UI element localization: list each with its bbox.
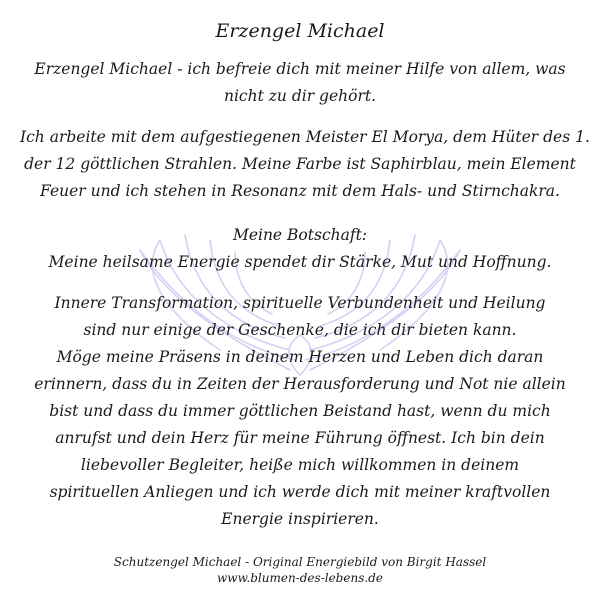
text-line: der 12 göttlichen Strahlen. Meine Farbe ist Saphirblau, mein Element (24, 155, 576, 173)
main-paragraph (20, 290, 580, 533)
text-line: Meine heilsame Energie spendet dir Stärke, Mut und Hoffnung. (48, 253, 552, 271)
description-paragraph (20, 124, 590, 205)
text-line: Energie inspirieren. (221, 510, 379, 528)
text-line: anrufst und dein Herz für meine Führung öffnest. Ich bin dein (55, 429, 545, 447)
text-line: nicht zu dir gehört. (223, 87, 377, 105)
intro-paragraph (20, 56, 580, 110)
text-line: erinnern, dass du in Zeiten der Herausforderung und Not nie allein (34, 375, 566, 393)
message-paragraph (20, 222, 580, 276)
text-line: spirituellen Anliegen und ich werde dich mit meiner kraftvollen (49, 483, 551, 501)
text-line: Innere Transformation, spirituelle Verbundenheit und Heilung (54, 294, 546, 312)
text-line: sind nur einige der Geschenke, die ich dir bieten kann. (83, 321, 517, 339)
text-line: Erzengel Michael - ich befreie dich mit meiner Hilfe von allem, was (34, 60, 566, 78)
text-line: Möge meine Präsens in deinem Herzen und Leben dich daran (56, 348, 544, 366)
message-heading: Meine Botschaft: (232, 226, 368, 244)
footer-credit: Schutzengel Michael - Original Energiebild von Birgit Hassel (113, 555, 487, 569)
text-line: Feuer und ich stehen in Resonanz mit dem Hals- und Stirnchakra. (40, 182, 560, 200)
footer-website: www.blumen-des-lebens.de (217, 571, 383, 585)
text-line: bist und dass du immer göttlichen Beistand hast, wenn du mich (49, 402, 551, 420)
text-line: liebevoller Begleiter, heiße mich willkommen in deinem (80, 456, 520, 474)
text-line: Ich arbeite mit dem aufgestiegenen Meister El Morya, dem Hüter des 1. (20, 128, 590, 146)
page-title: Erzengel Michael (215, 20, 385, 42)
